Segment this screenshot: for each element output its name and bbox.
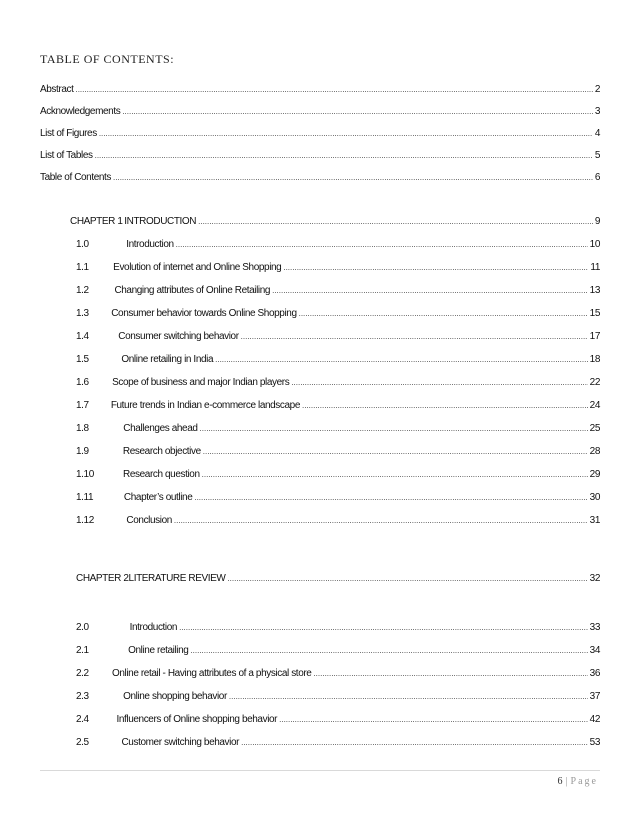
toc-section-1-1[interactable] [76,262,600,274]
toc-section-1-9[interactable] [76,446,600,458]
dot-leader [229,691,588,703]
section-title: Online retail - Having attributes of a physical store [111,668,312,679]
toc-entry-page: 4 [594,128,600,139]
dot-leader [198,216,593,228]
toc-entry-abstract[interactable] [40,84,600,96]
dot-leader [313,668,587,680]
toc-section-1-4[interactable] [76,331,600,343]
toc-entry-table-of-contents[interactable] [40,172,600,184]
dot-leader [241,331,588,343]
footer-separator: | [565,776,568,787]
section-title: Consumer switching behavior [118,331,239,342]
section-number: 1.1 [76,262,89,273]
section-title: Research objective [122,446,201,457]
section-title: Chapter’s outline [123,492,193,503]
section-title: Online retailing in India [121,354,214,365]
section-number: 1.11 [76,492,94,503]
section-number: 1.6 [76,377,89,388]
section-page: 36 [589,668,600,679]
dot-leader [272,285,588,297]
toc-section-1-0[interactable] [76,239,600,251]
toc-entry-page: 6 [594,172,600,183]
section-page: 13 [589,285,600,296]
section-title: Scope of business and major Indian players [112,377,290,388]
dot-leader [283,262,588,274]
section-page: 22 [589,377,600,388]
section-page: 24 [589,400,600,411]
section-title: Evolution of internet and Online Shopping [113,262,282,273]
toc-section-1-7[interactable] [76,400,600,412]
footer-divider [40,770,600,771]
section-title: Changing attributes of Online Retailing [114,285,271,296]
dot-leader [203,446,588,458]
section-number: 1.12 [76,515,94,526]
toc-section-2-3[interactable] [76,691,600,703]
section-page: 42 [589,714,600,725]
section-number: 1.8 [76,423,89,434]
section-number: 1.4 [76,331,89,342]
section-number: 1.7 [76,400,89,411]
toc-section-2-5[interactable] [76,737,600,749]
section-number: 1.2 [76,285,89,296]
chapter-page: 32 [589,573,600,584]
dot-leader [299,308,588,320]
dot-leader [122,106,593,118]
section-number: 2.1 [76,645,89,656]
dot-leader [279,714,588,726]
toc-section-2-1[interactable] [76,645,600,657]
dot-leader [113,172,593,184]
dot-leader [190,645,587,657]
toc-section-1-2[interactable] [76,285,600,297]
toc-entry-acknowledgements[interactable] [40,106,600,118]
toc-section-1-6[interactable] [76,377,600,389]
section-number: 2.4 [76,714,89,725]
dot-leader [176,239,588,251]
dot-leader [241,737,588,749]
toc-entry-page: 5 [594,150,600,161]
toc-entry-title: Acknowledgements [40,106,121,117]
chapter-title: INTRODUCTION [124,216,197,227]
section-title: Introduction [126,239,174,250]
section-number: 1.5 [76,354,89,365]
dot-leader [75,84,592,96]
toc-chapter-2[interactable] [76,573,600,585]
toc-section-1-10[interactable] [76,469,600,481]
section-page: 17 [589,331,600,342]
section-number: 1.3 [76,308,89,319]
toc-entry-page: 3 [594,106,600,117]
toc-section-1-12[interactable] [76,515,600,527]
section-number: 2.3 [76,691,89,702]
section-page: 30 [589,492,600,503]
dot-leader [227,573,587,585]
toc-section-2-0[interactable] [76,622,600,634]
toc-section-1-5[interactable] [76,354,600,366]
toc-entry-title: List of Tables [40,150,93,161]
section-page: 34 [589,645,600,656]
toc-section-1-8[interactable] [76,423,600,435]
dot-leader [291,377,587,389]
section-page: 37 [589,691,600,702]
section-page: 31 [589,515,600,526]
chapter-title: LITERATURE REVIEW [128,573,226,584]
chapter-label: CHAPTER 1 [70,216,123,227]
section-page: 33 [589,622,600,633]
toc-entry-page: 2 [594,84,600,95]
toc-entry-list-of-tables[interactable] [40,150,600,162]
toc-heading: TABLE OF CONTENTS: [40,52,175,66]
toc-entry-title: Table of Contents [40,172,112,183]
section-page: 28 [589,446,600,457]
dot-leader [200,423,588,435]
dot-leader [194,492,587,504]
section-number: 1.9 [76,446,89,457]
dot-leader [179,622,588,634]
section-page: 53 [589,737,600,748]
dot-leader [95,150,593,162]
footer-page-label: Page [570,776,598,787]
section-page: 18 [589,354,600,365]
section-title: Introduction [129,622,178,633]
section-number: 1.0 [76,239,89,250]
toc-entry-title: Abstract [40,84,74,95]
section-title: Influencers of Online shopping behavior [116,714,278,725]
section-title: Online retailing [128,645,189,656]
section-page: 11 [590,262,600,273]
section-title: Research question [123,469,200,480]
dot-leader [174,515,588,527]
dot-leader [302,400,588,412]
toc-section-2-2[interactable] [76,668,600,680]
toc-entry-list-of-figures[interactable] [40,128,600,140]
section-page: 10 [589,239,600,250]
section-page: 15 [589,308,600,319]
section-title: Challenges ahead [123,423,198,434]
section-number: 1.10 [76,469,94,480]
toc-section-2-4[interactable] [76,714,600,726]
page-footer [558,776,598,787]
toc-section-1-3[interactable] [76,308,600,320]
section-title: Consumer behavior towards Online Shopping [111,308,297,319]
chapter-label: CHAPTER 2 [76,573,129,584]
section-page: 25 [589,423,600,434]
section-number: 2.5 [76,737,89,748]
section-title: Conclusion [126,515,172,526]
section-title: Customer switching behavior [121,737,240,748]
chapter-page: 9 [594,216,600,227]
dot-leader [99,128,593,140]
toc-chapter-1[interactable] [70,216,600,228]
section-number: 2.2 [76,668,89,679]
toc-entry-title: List of Figures [40,128,97,139]
section-title: Online shopping behavior [123,691,227,702]
dot-leader [215,354,588,366]
toc-section-1-11[interactable] [76,492,600,504]
section-page: 29 [589,469,600,480]
footer-page-number: 6 [557,776,563,787]
section-title: Future trends in Indian e-commerce landscape [110,400,300,411]
dot-leader [202,469,588,481]
section-number: 2.0 [76,622,89,633]
